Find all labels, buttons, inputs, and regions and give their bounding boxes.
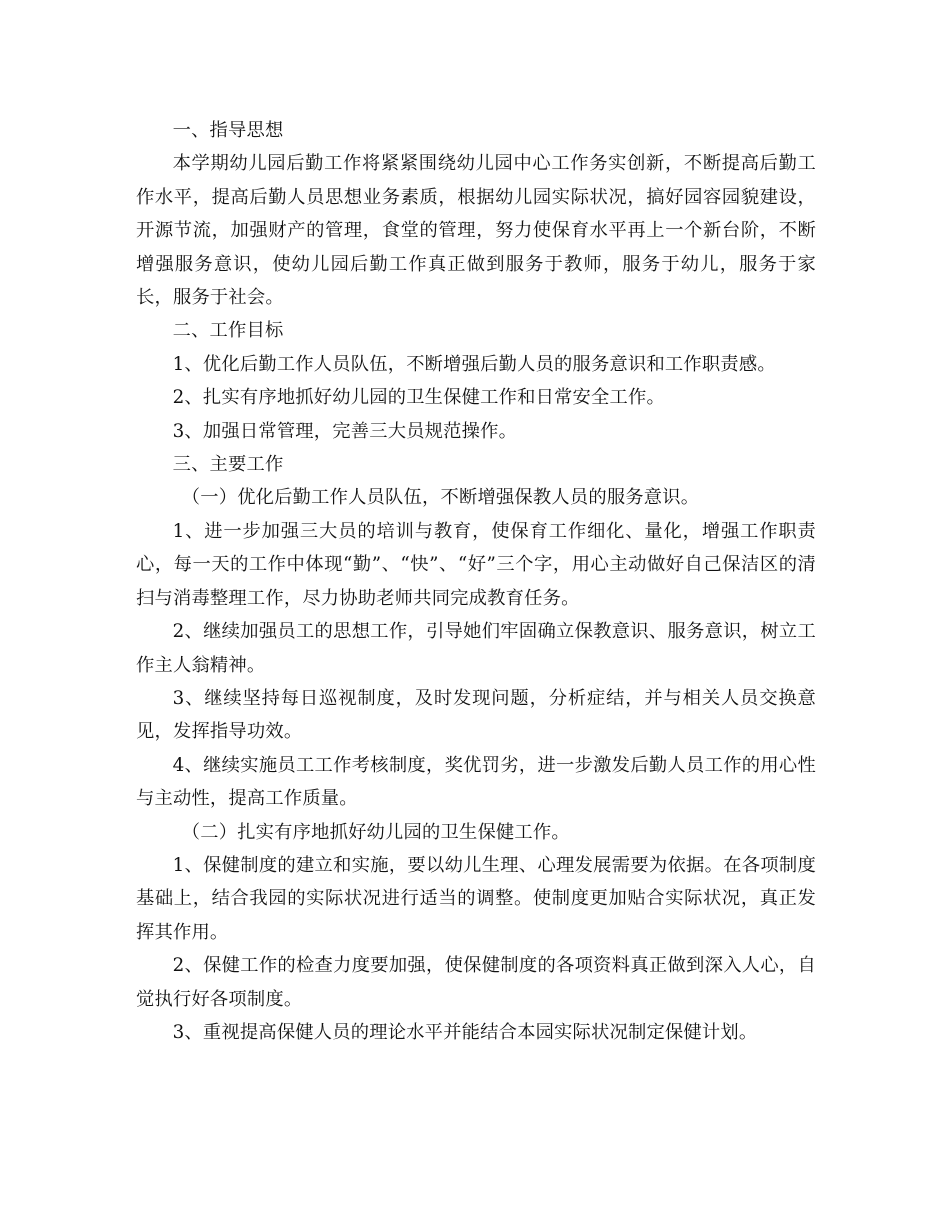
document-body — [136, 114, 816, 1049]
paragraph-guiding-ideology: 本学期幼儿园后勤工作将紧紧围绕幼儿园中心工作务实创新，不断提高后勤工作水平，提高后勤人员思想业务素质，根据幼儿园实际状况，搞好园容园貌建设，开源节流，加强财产的管理，食堂的管理，努力使保育水平再上一个新台阶，不断增强服务意识，使幼儿园后勤工作真正做到服务于教师，服务于幼儿，服务于家长，服务于社会。 — [136, 153, 816, 309]
goal-item: 1、优化后勤工作人员队伍，不断增强后勤人员的服务意识和工作职责感。 — [172, 353, 776, 375]
goal-item: 2、扎实有序地抓好幼儿园的卫生保健工作和日常安全工作。 — [172, 387, 665, 409]
staff-item: 2、继续加强员工的思想工作，引导她们牢固确立保教意识、服务意识，树立工作主人翁精神。 — [136, 621, 816, 676]
subsection-heading-staff: （一）优化后勤工作人员队伍，不断增强保教人员的服务意识。 — [181, 487, 700, 509]
subsection-heading-health: （二）扎实有序地抓好幼儿园的卫生保健工作。 — [181, 821, 570, 843]
health-item: 1、保健制度的建立和实施，要以幼儿生理、心理发展需要为依据。在各项制度基础上，结合我园的实际状况进行适当的调整。使制度更加贴合实际状况，真正发挥其作用。 — [136, 854, 816, 943]
health-item: 2、保健工作的检查力度要加强，使保健制度的各项资料真正做到深入人心，自觉执行好各项制度。 — [136, 955, 816, 1010]
staff-item: 3、继续坚持每日巡视制度，及时发现问题，分析症结，并与相关人员交换意见，发挥指导功效。 — [136, 687, 816, 743]
health-item: 3、重视提高保健人员的理论水平并能结合本园实际状况制定保健计划。 — [172, 1021, 758, 1043]
staff-item: 4、继续实施员工工作考核制度，奖优罚劣，进一步激发后勤人员工作的用心性与主动性，提高工作质量。 — [136, 754, 816, 810]
section-heading-work-goals: 二、工作目标 — [172, 320, 284, 342]
staff-item: 1、进一步加强三大员的培训与教育，使保育工作细化、量化，增强工作职责心，每一天的工作中体现“勤”、“快”、“好”三个字，用心主动做好自己保洁区的清扫与消毒整理工作，尽力协助老师共同完成教育任务。 — [136, 520, 816, 609]
section-heading-main-work: 三、主要工作 — [172, 454, 284, 476]
goal-item: 3、加强日常管理，完善三大员规范操作。 — [172, 420, 518, 442]
section-heading-guiding-ideology: 一、指导思想 — [172, 120, 284, 141]
